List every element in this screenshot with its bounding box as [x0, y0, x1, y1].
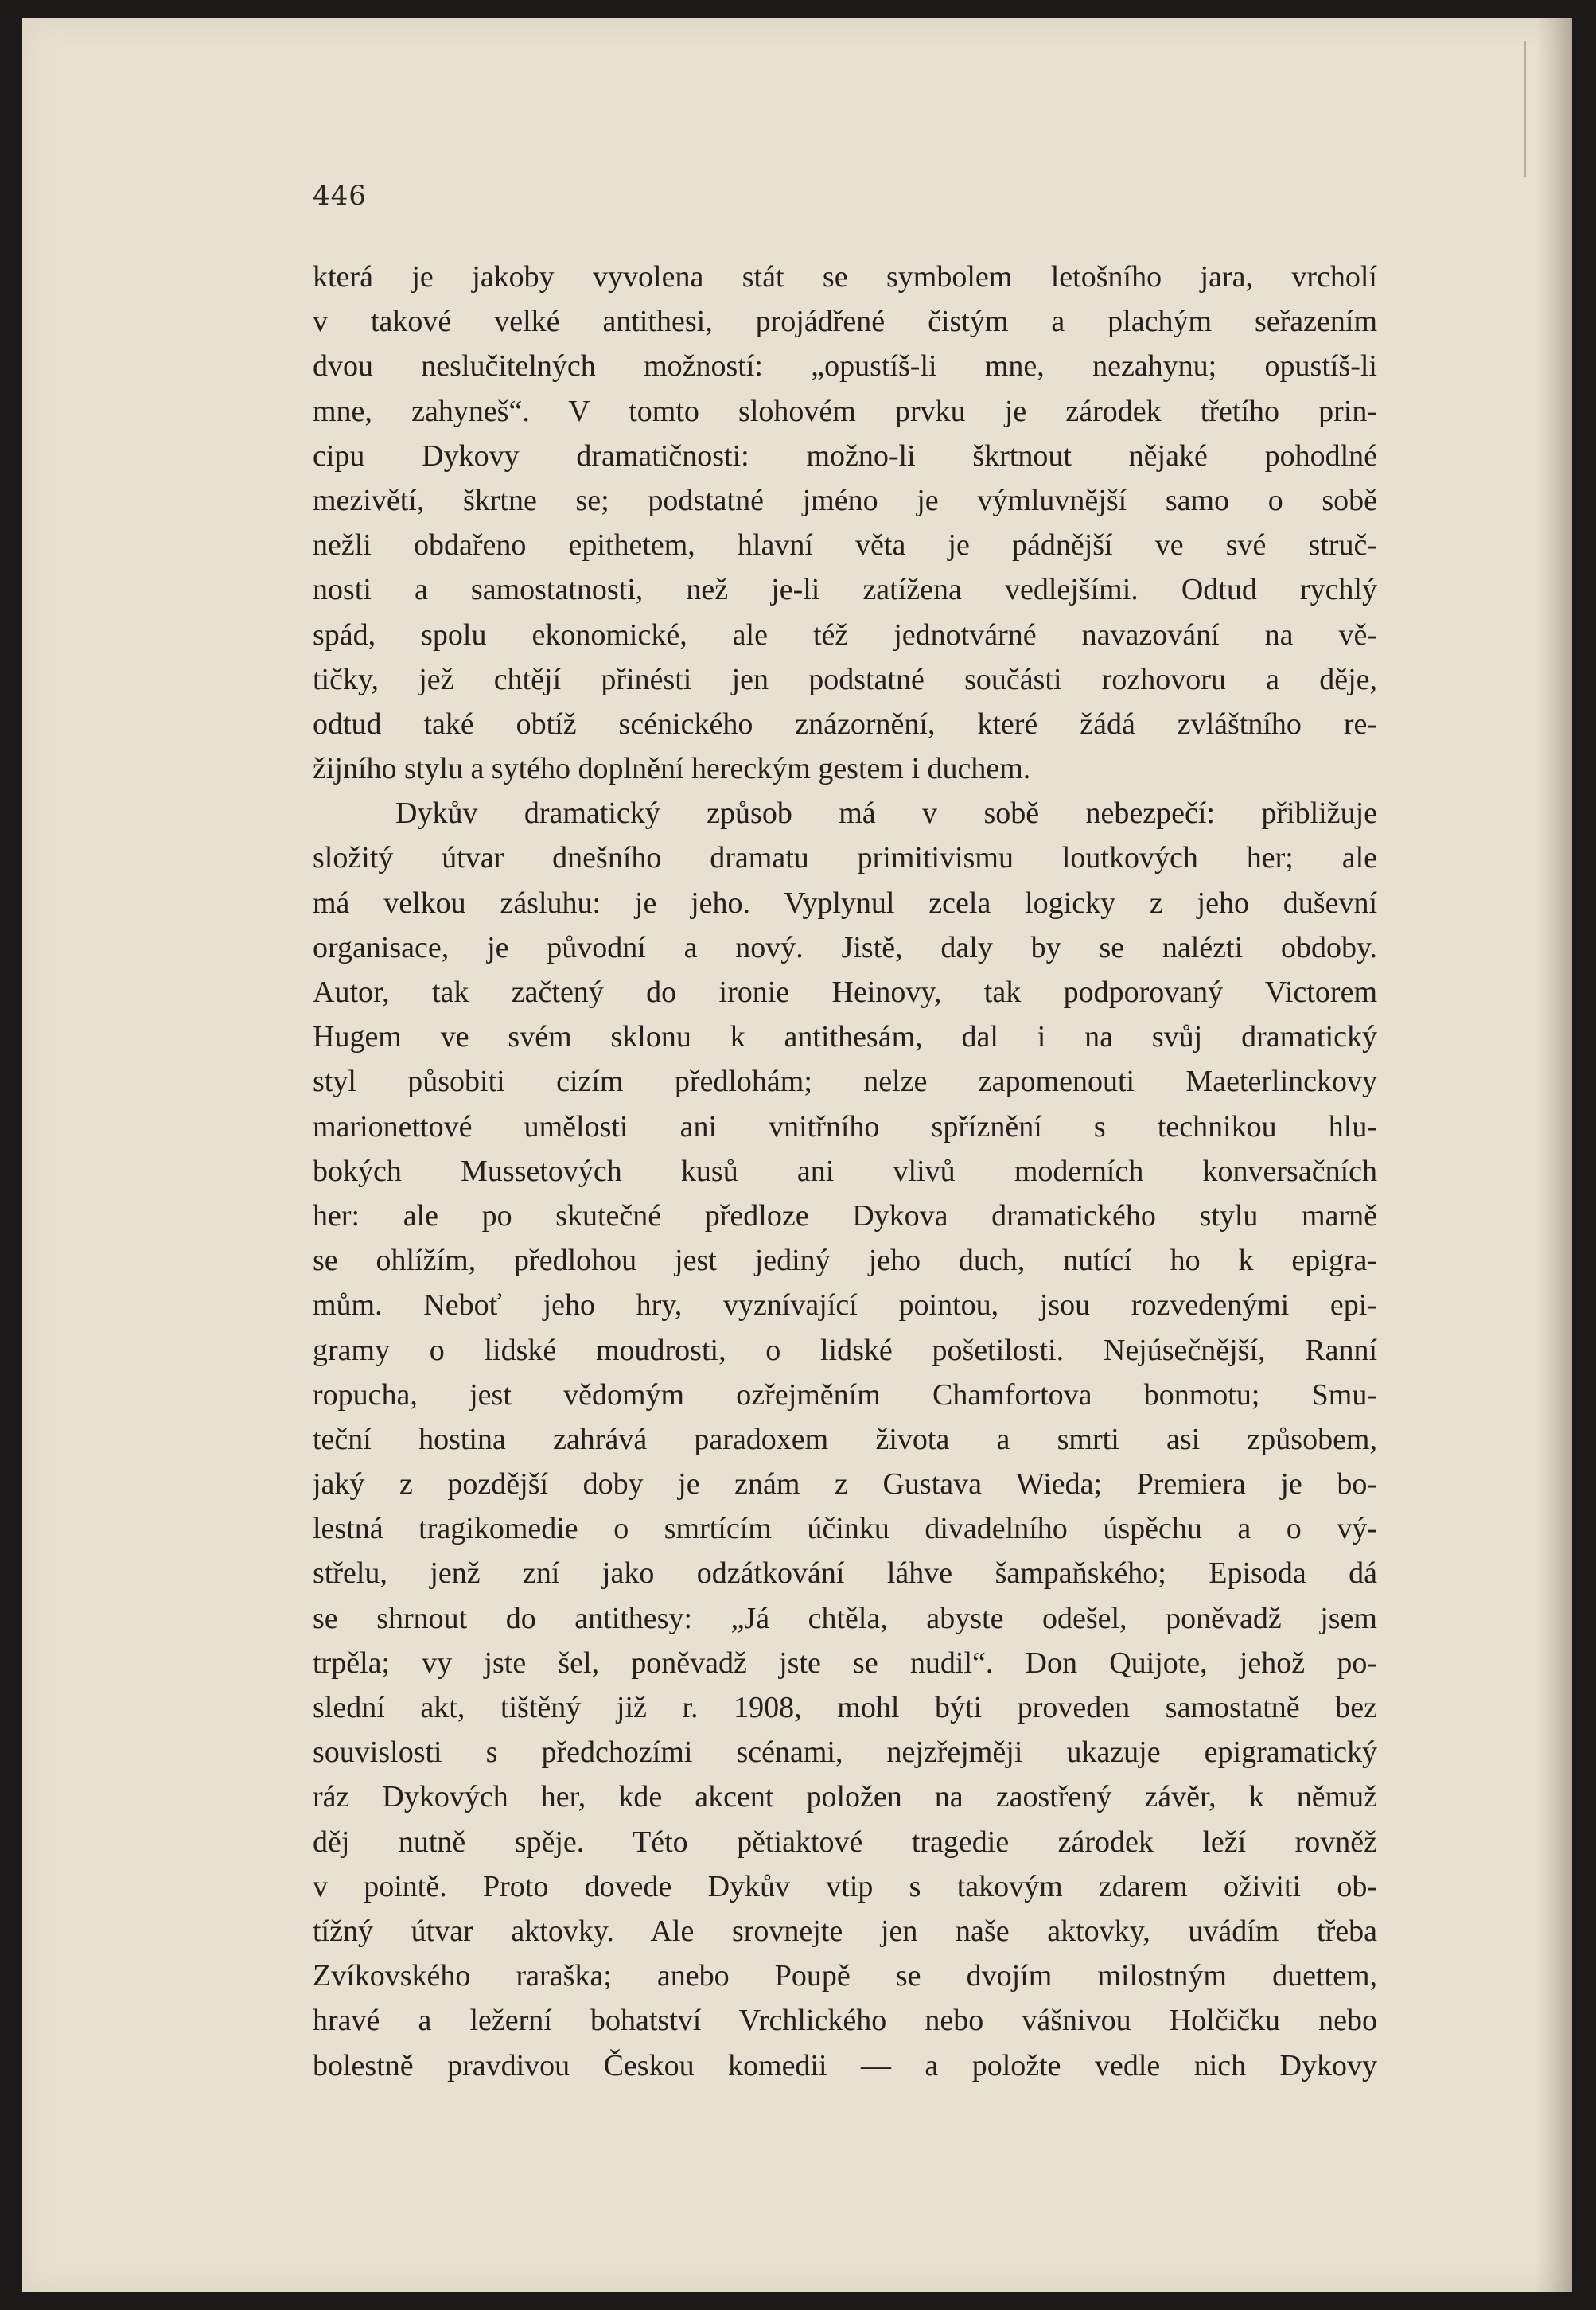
- page-number: 446: [313, 180, 367, 212]
- text-line: tížný útvar aktovky. Ale srovnejte jen naše aktovky, uvádím třeba: [313, 1914, 1377, 1948]
- text-line: tičky, jež chtějí přinésti jen podstatné součásti rozhovoru a děje,: [313, 662, 1377, 696]
- text-line: dvou neslučitelných možností: „opustíš-li mne, nezahynu; opustíš-li: [313, 349, 1377, 384]
- text-line: gramy o lidské moudrosti, o lidské pošetilosti. Nejúsečnější, Ranní: [313, 1333, 1377, 1367]
- text-line: hravé a ležerní bohatství Vrchlického nebo vášnivou Holčičku nebo: [313, 2004, 1377, 2038]
- text-line: která je jakoby vyvolena stát se symbolem letošního jara, vrcholí: [313, 260, 1377, 294]
- text-line: nosti a samostatnosti, než je-li zatížena vedlejšími. Odtud rychlý: [313, 573, 1377, 607]
- body-text: [313, 255, 1377, 2088]
- paragraph: [313, 255, 1377, 791]
- text-line: bokých Mussetových kusů ani vlivů moderních konversačních: [313, 1154, 1377, 1188]
- text-line: organisace, je původní a nový. Jistě, daly by se nalézti obdoby.: [313, 930, 1377, 964]
- text-line: styl působiti cizím předlohám; nelze zapomenouti Maeterlinckovy: [313, 1065, 1377, 1099]
- text-line: se shrnout do antithesy: „Já chtěla, abyste odešel, poněvadž jsem: [313, 1601, 1377, 1635]
- text-line: cipu Dykovy dramatičnosti: možno-li škrtnout nějaké pohodlné: [313, 438, 1377, 473]
- text-line: jaký z pozdější doby je znám z Gustava Wieda; Premiera je bo-: [313, 1467, 1377, 1502]
- text-line: ráz Dykových her, kde akcent položen na zaostřený závěr, k němuž: [313, 1780, 1377, 1814]
- text-line: Autor, tak začtený do ironie Heinovy, tak podporovaný Victorem: [313, 976, 1377, 1009]
- text-line: trpěla; vy jste šel, poněvadž jste se nudil“. Don Quijote, jehož po-: [313, 1646, 1377, 1680]
- text-line: ropucha, jest vědomým ozřejměním Chamfortova bonmotu; Smu-: [313, 1377, 1377, 1412]
- text-line: slední akt, tištěný již r. 1908, mohl býti proveden samostatně bez: [313, 1691, 1377, 1724]
- text-line: souvislosti s předchozími scénami, nejzřejměji ukazuje epigramatický: [313, 1735, 1377, 1770]
- text-line: žijního stylu a sytého doplnění hereckým gestem i duchem.: [313, 752, 1031, 786]
- text-line: má velkou zásluhu: je jeho. Vyplynul zcela logicky z jeho duševní: [313, 886, 1377, 920]
- text-line: v takové velké antithesi, projádřené čistým a plachým seřazením: [313, 305, 1377, 339]
- page-edge-shadow: [1536, 18, 1572, 2292]
- text-line: teční hostina zahrává paradoxem života a smrti asi způsobem,: [313, 1422, 1377, 1456]
- text-line: lestná tragikomedie o smrtícím účinku divadelního úspěchu a o vý-: [313, 1512, 1377, 1546]
- text-line: se ohlížím, předlohou jest jediný jeho duch, nutící ho k epigra-: [313, 1244, 1377, 1278]
- paragraph: [313, 791, 1377, 2087]
- text-line: Dykův dramatický způsob má v sobě nebezpečí: přibližuje: [395, 797, 1377, 831]
- text-line: děj nutně spěje. Této pětiaktové tragedie zárodek leží rovněž: [313, 1825, 1377, 1859]
- text-line: her: ale po skutečné předloze Dykova dramatického stylu marně: [313, 1198, 1377, 1233]
- text-line: nežli obdařeno epithetem, hlavní věta je pádnější ve své struč-: [313, 528, 1377, 563]
- text-line: složitý útvar dnešního dramatu primitivismu loutkových her; ale: [313, 841, 1377, 875]
- text-line: Hugem ve svém sklonu k antithesám, dal i na svůj dramatický: [313, 1020, 1377, 1054]
- text-line: mne, zahyneš“. V tomto slohovém prvku je zárodek třetího prin-: [313, 394, 1377, 428]
- text-line: mům. Neboť jeho hry, vyznívající pointou, jsou rozvedenými epi-: [313, 1288, 1377, 1323]
- text-line: odtud také obtíž scénického znázornění, které žádá zvláštního re-: [313, 707, 1377, 741]
- text-line: marionettové umělosti ani vnitřního spříznění s technikou hlu-: [313, 1109, 1377, 1143]
- page-edge-mark: [1524, 41, 1526, 177]
- text-line: spád, spolu ekonomické, ale též jednotvárné navazování na vě-: [313, 617, 1377, 652]
- text-line: Zvíkovského raraška; anebo Poupě se dvojím milostným duettem,: [313, 1959, 1377, 1993]
- text-line: bolestně pravdivou Českou komedii — a položte vedle nich Dykovy: [313, 2048, 1377, 2082]
- text-line: v pointě. Proto dovede Dykův vtip s takovým zdarem oživiti ob-: [313, 1869, 1377, 1903]
- text-line: střelu, jenž zní jako odzátkování láhve šampaňského; Episoda dá: [313, 1556, 1377, 1591]
- text-line: mezivětí, škrtne se; podstatné jméno je výmluvnější samo o sobě: [313, 483, 1377, 517]
